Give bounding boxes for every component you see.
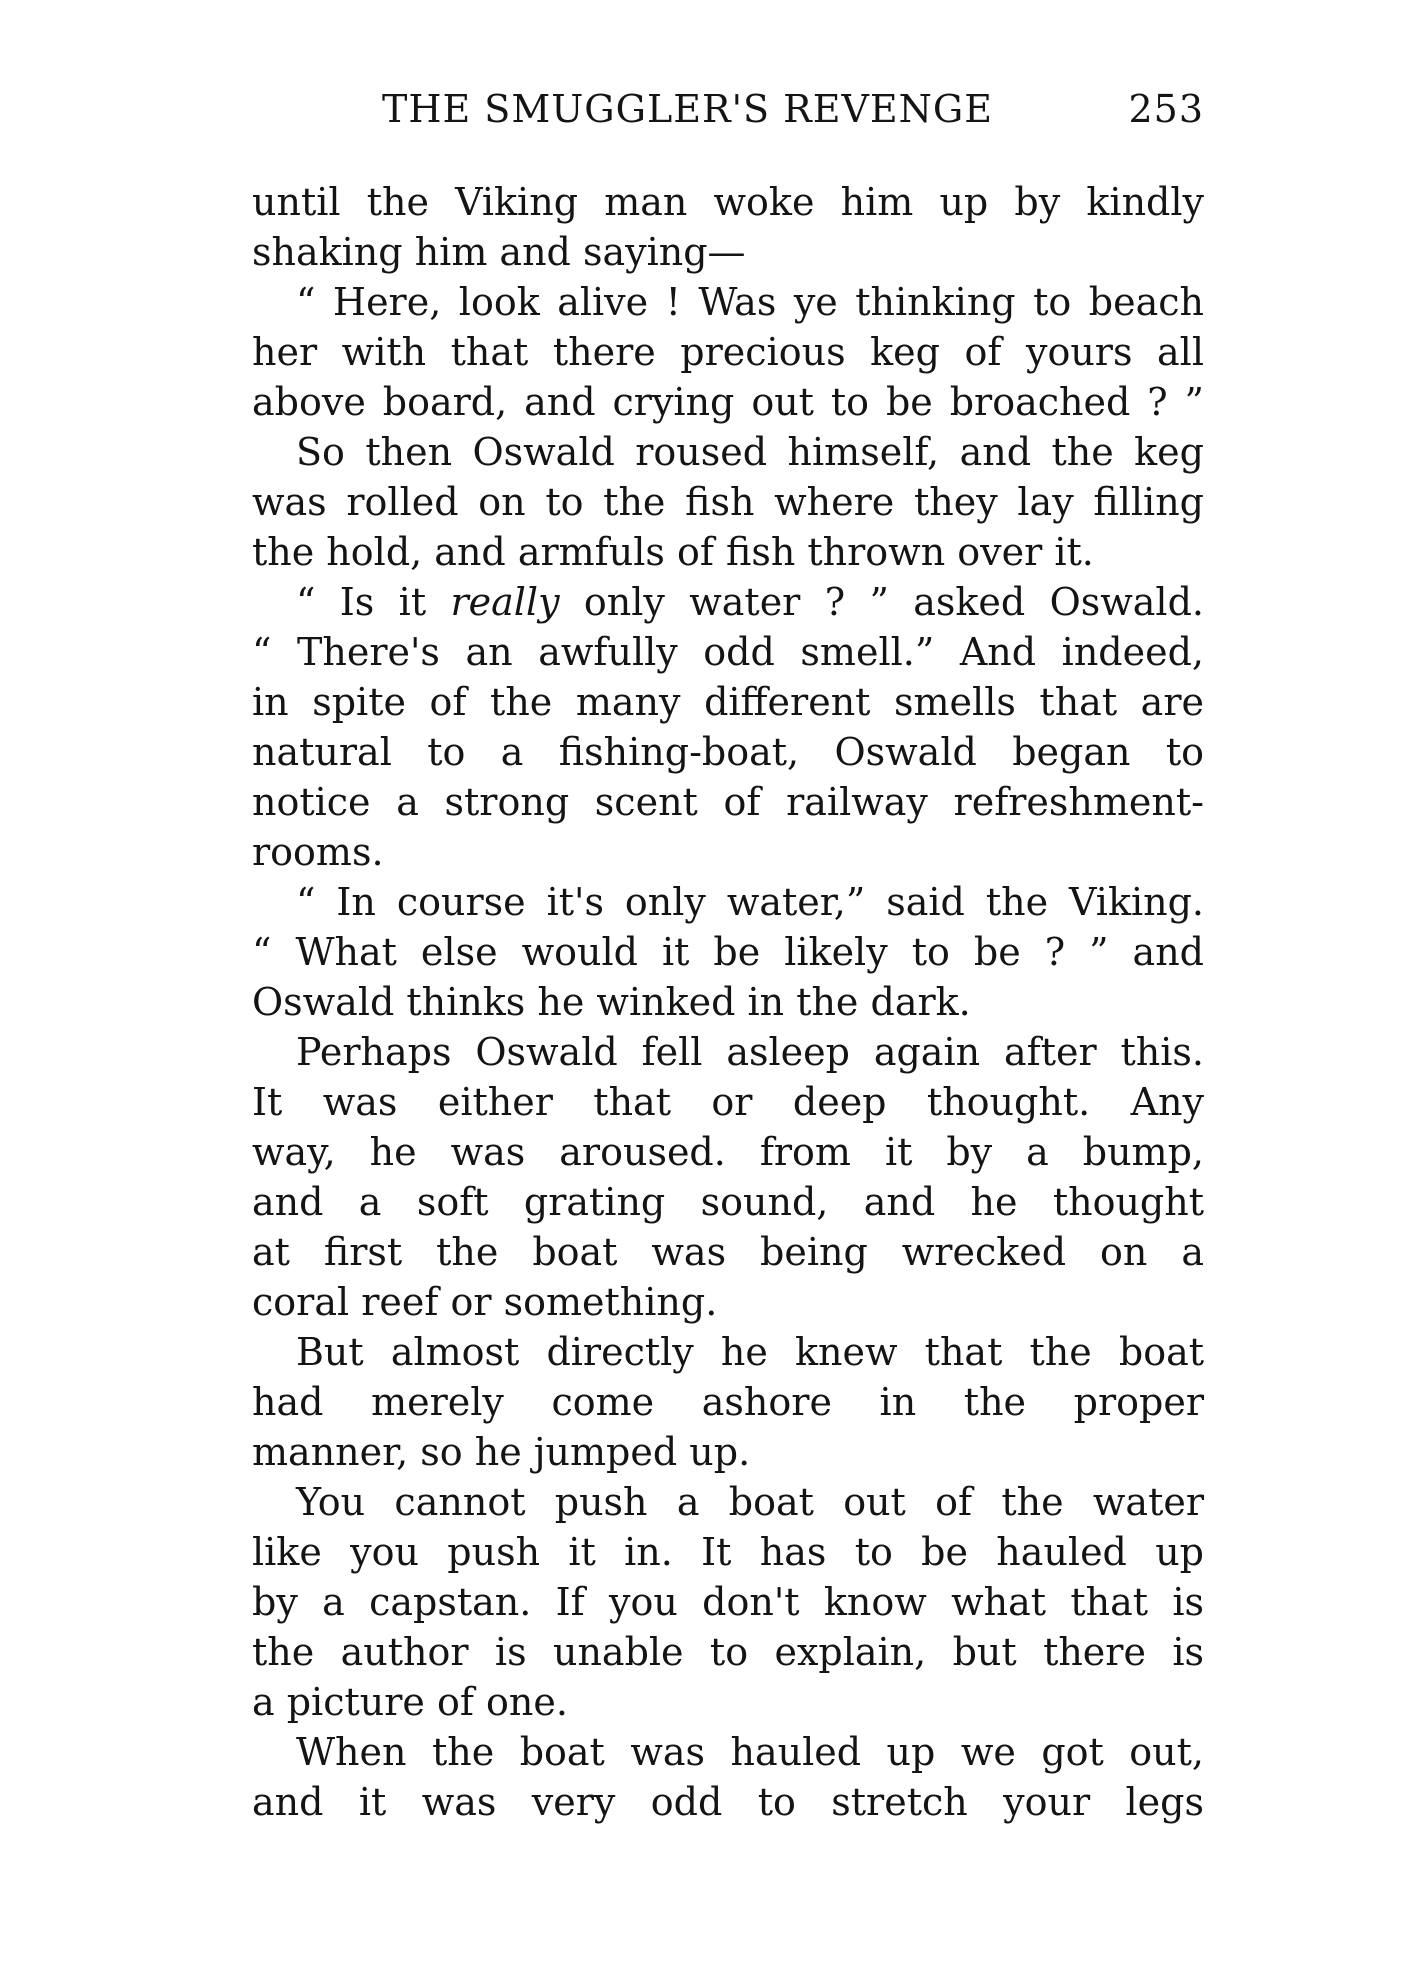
text-line: natural to a fishing-boat, Oswald began to [252,730,1204,774]
text-line: and it was very odd to stretch your legs [252,1780,1204,1824]
text-line: “ There's an awfully odd smell.” And indeed, [252,630,1204,674]
text-line: “ What else would it be likely to be ? ” and [252,930,1204,974]
text-line: notice a strong scent of railway refreshment- [252,780,1204,824]
running-title: THE SMUGGLER'S REVENGE [382,87,993,131]
text-line: above board, and crying out to be broached ? ” [252,380,1204,424]
text-line: It was either that or deep thought. Any [252,1080,1204,1124]
text-line: until the Viking man woke him up by kindly [252,180,1204,224]
text-line: a picture of one. [252,1680,568,1724]
text-line: manner, so he jumped up. [252,1430,751,1474]
text-line: “ Here, look alive ! Was ye thinking to beach [296,280,1204,324]
text-line: coral reef or something. [252,1280,718,1324]
text-line: like you push it in. It has to be hauled up [252,1530,1204,1574]
text-line: When the boat was hauled up we got out, [296,1730,1204,1774]
body-text [252,177,1204,1827]
text-line: was rolled on to the fish where they lay filling [252,480,1204,524]
text-line-with-emphasis [252,577,1204,627]
text-line: rooms. [252,830,384,874]
emphasis-really: really [450,580,560,624]
text-line: shaking him and saying— [252,230,746,274]
text-line: the hold, and armfuls of fish thrown over it. [252,530,1094,574]
text-line: in spite of the many different smells that are [252,680,1204,724]
text-line: Perhaps Oswald fell asleep again after this. [296,1030,1204,1074]
text-line: Oswald thinks he winked in the dark. [252,980,971,1024]
text-line: by a capstan. If you don't know what that is [252,1580,1204,1624]
page-number: 253 [1128,87,1204,131]
text-line: But almost directly he knew that the boat [296,1330,1204,1374]
text-line: had merely come ashore in the proper [252,1380,1204,1424]
text-line: at first the boat was being wrecked on a [252,1230,1204,1274]
text-line: way, he was aroused. from it by a bump, [252,1130,1204,1174]
text-line: and a soft grating sound, and he thought [252,1180,1204,1224]
text-segment: only water ? ” asked Oswald. [559,580,1204,624]
text-line: So then Oswald roused himself, and the keg [296,430,1204,474]
text-segment: “ Is it [296,580,451,624]
text-line: the author is unable to explain, but there is [252,1630,1204,1674]
text-line: “ In course it's only water,” said the Viking. [296,880,1204,924]
text-line: You cannot push a boat out of the water [296,1480,1204,1524]
text-line: her with that there precious keg of yours all [252,330,1204,374]
running-header [252,84,1204,134]
